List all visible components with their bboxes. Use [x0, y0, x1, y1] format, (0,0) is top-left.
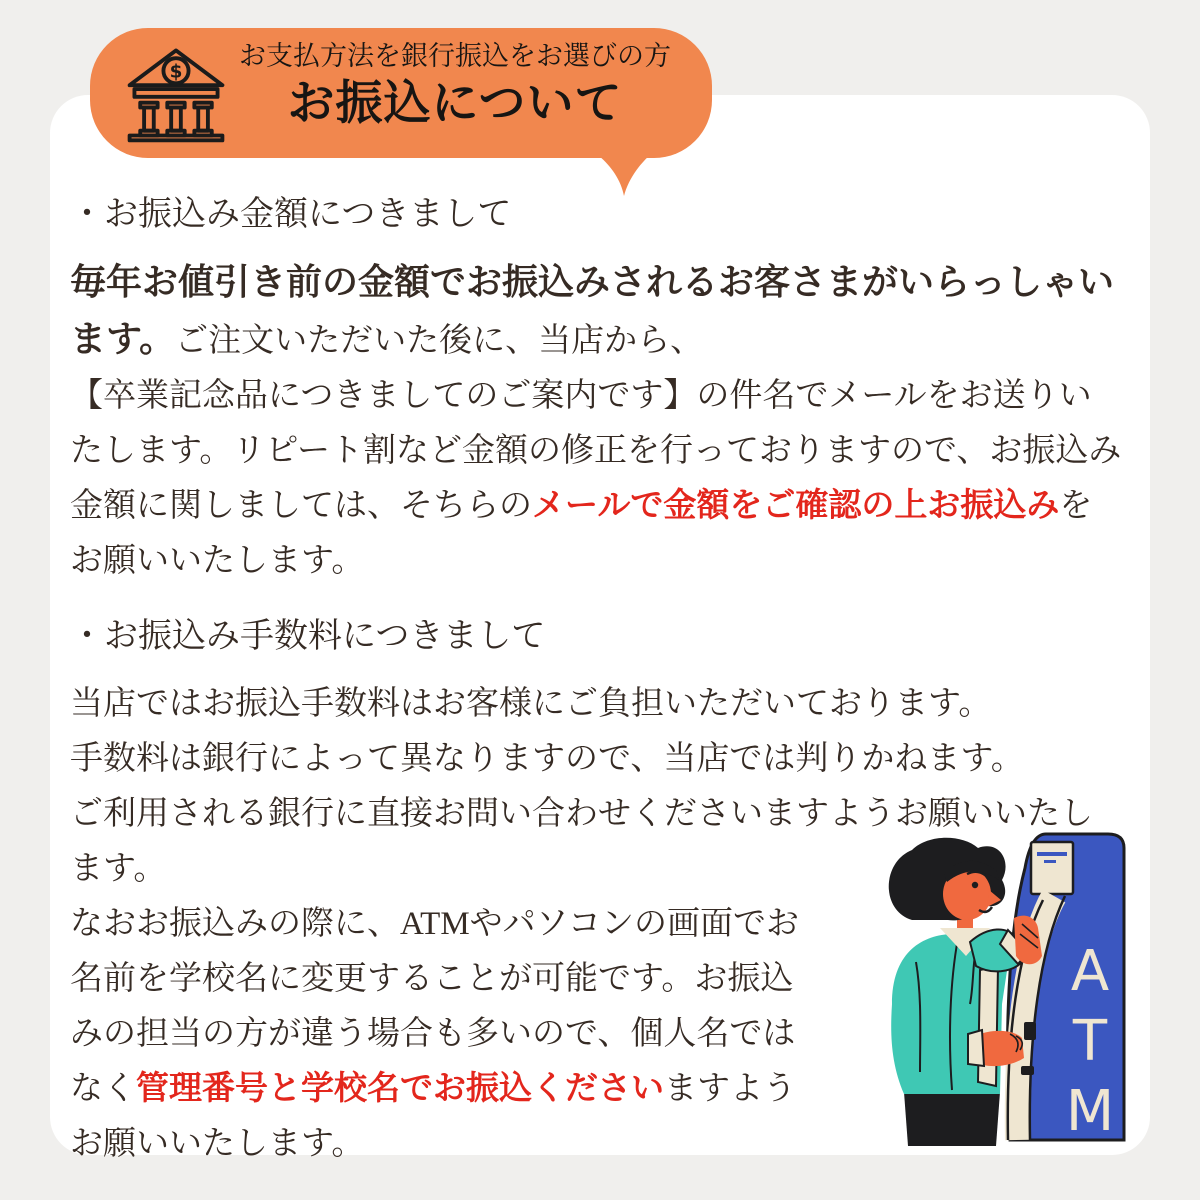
atm-illustration: [860, 822, 1140, 1152]
atm-screen: [1031, 842, 1073, 894]
bubble-tail: [598, 156, 650, 196]
dollar-symbol: $: [169, 61, 183, 83]
bank-building-icon: [118, 40, 234, 144]
svg-text:T: T: [1072, 1009, 1108, 1074]
page-title: お振込について: [287, 78, 623, 130]
fee-line-1: 当店ではお振込手数料はお客様にご負担いただいております。: [70, 686, 992, 722]
note-red-highlight: 管理番号と学校名でお振込ください: [136, 1071, 664, 1107]
person-pants: [904, 1092, 1000, 1146]
amount-body-end: をお願いいたします。: [70, 488, 1093, 579]
atm-machine: [1007, 834, 1124, 1144]
cash-slot: [1021, 1066, 1034, 1075]
person-using-atm: [860, 822, 1140, 1152]
atm-label: [1066, 939, 1114, 1144]
bold-lead-text: 毎年お値引き前の金額でお振込みされるお客さまがいらっしゃいます。: [70, 262, 1115, 359]
amount-section-heading: ・お振込み金額につきまして: [70, 196, 512, 233]
amount-red-highlight: メールで金額をご確認の上お振込み: [532, 488, 1060, 524]
svg-text:M: M: [1065, 1079, 1115, 1144]
after-bold-text: ご注文いただいた後に、当店から、: [175, 323, 704, 359]
amount-body-text: 【卒業記念品につきましてのご案内です】の件名でメールをお送りいたします。リピート割など金額の修正を行っておりますので、お振込み金額に関しましては、そちらの: [70, 378, 1122, 524]
person-shirt: [978, 966, 998, 1086]
bank-beam: [134, 89, 217, 97]
person-eye: [972, 882, 978, 888]
amount-section-paragraph: [70, 255, 1122, 589]
header-bubble: [90, 28, 712, 158]
card-slot: [1024, 1022, 1036, 1040]
atm-note: [70, 897, 820, 1172]
bubble-subtitle: お支払方法を銀行振込をお選びの方: [239, 41, 671, 71]
note-end-text: ますようお願いいたします。: [70, 1071, 796, 1162]
svg-text:A: A: [1070, 939, 1110, 1004]
bank-base: [130, 136, 223, 141]
fee-line-2: 手数料は銀行によって異なりますので、当店では判りかねます。: [70, 741, 1024, 777]
fee-section-heading: ・お振込み手数料につきまして: [70, 618, 546, 655]
bubble-text: [220, 38, 690, 132]
note-start-text: なおお振込みの際に、ATMやパソコンの画面でお名前を学校名に変更することが可能です。お振込みの担当の方が違う場合も多いので、個人名ではなく: [70, 906, 800, 1107]
bank-icon: [118, 40, 234, 144]
fee-line-3: ご利用される銀行に直接お問い合わせくださいますようお願いいたします。: [70, 796, 1093, 887]
